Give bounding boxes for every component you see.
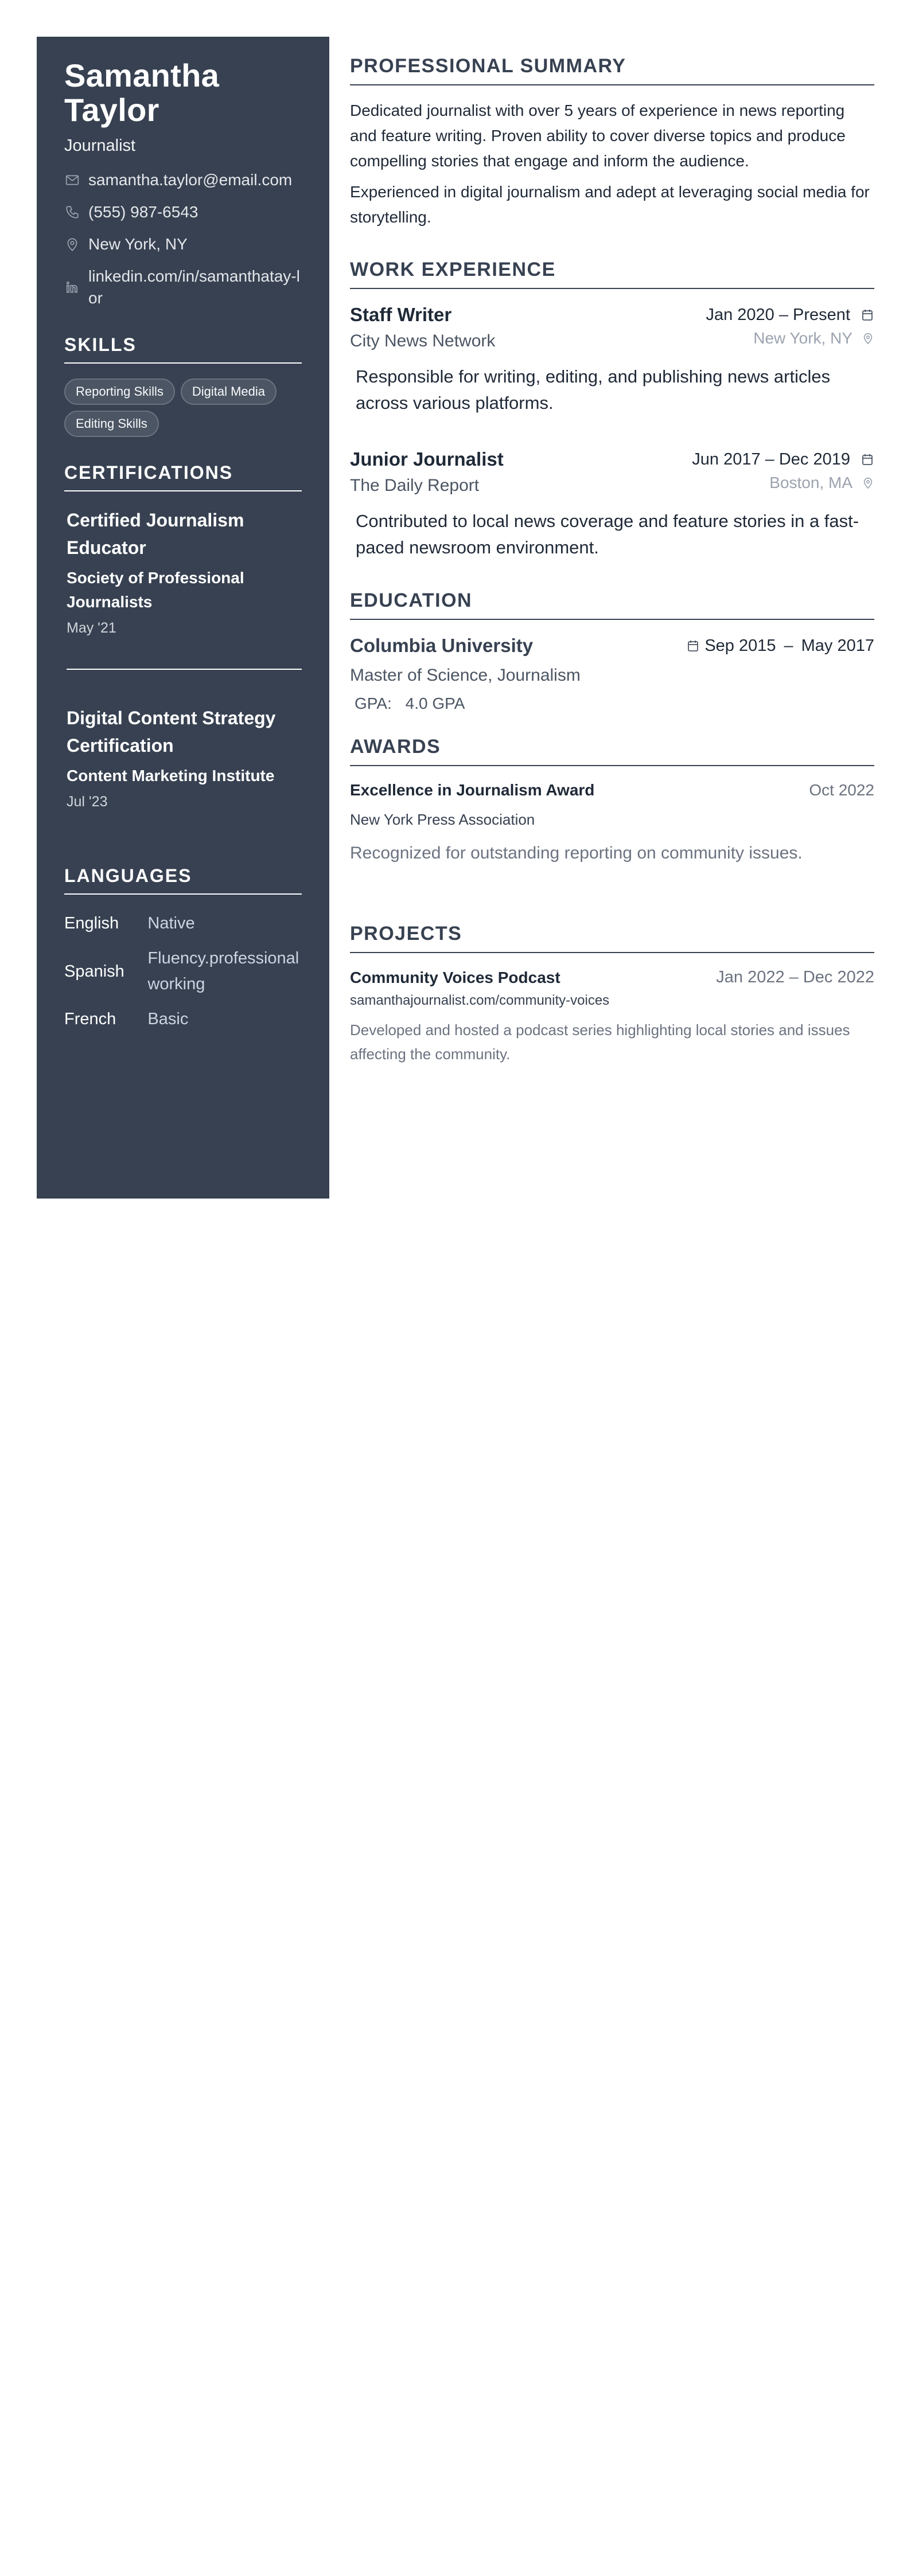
- summary-heading: PROFESSIONAL SUMMARY: [350, 55, 874, 85]
- award-org: New York Press Association: [350, 811, 535, 828]
- job-location-text: New York, NY: [753, 329, 852, 347]
- job-date-text: Jan 2020 – Present: [706, 305, 850, 324]
- projects-heading: PROJECTS: [350, 923, 874, 953]
- company-name: City News Network: [350, 331, 496, 350]
- main-content: [350, 37, 874, 1066]
- language-name: English: [64, 914, 119, 932]
- edu-start: Sep 2015: [704, 636, 776, 655]
- job-location: [753, 329, 874, 348]
- school-name: Columbia University: [350, 635, 534, 656]
- linkedin-text: linkedin.com/in/samanthatay-lor: [88, 267, 300, 307]
- job-date: [692, 450, 874, 469]
- job-entry: [350, 448, 874, 561]
- skill-chip: Editing Skills: [64, 411, 159, 437]
- edu-date-separator: –: [784, 636, 793, 655]
- language-item: [64, 946, 302, 997]
- cert-title: Digital Content Strategy Certification: [67, 708, 276, 756]
- map-pin-icon: [64, 233, 80, 255]
- languages-heading: LANGUAGES: [64, 865, 302, 895]
- project-date: Jan 2022 – Dec 2022: [716, 968, 874, 986]
- company-name: The Daily Report: [350, 476, 480, 495]
- map-pin-icon: [862, 475, 874, 490]
- gpa: [355, 694, 874, 713]
- job-title: Junior Journalist: [350, 448, 504, 470]
- language-level: Basic: [147, 1010, 189, 1028]
- education-section: [350, 590, 874, 713]
- project-description: Developed and hosted a podcast series highlighting local stories and issues affecting the community.: [350, 1021, 850, 1063]
- experience-section: [350, 259, 874, 561]
- skills-list: [64, 378, 302, 437]
- skill-chip: Digital Media: [181, 378, 277, 405]
- cert-org: Content Marketing Institute: [67, 767, 275, 784]
- certifications-heading: CERTIFICATIONS: [64, 462, 302, 491]
- education-date: [686, 637, 874, 655]
- job-location: [769, 474, 874, 492]
- project-title: Community Voices Podcast: [350, 968, 560, 986]
- language-name: French: [64, 1010, 116, 1028]
- job-description: Contributed to local news coverage and feature stories in a fast-paced newsroom environment.: [356, 511, 859, 557]
- language-level: Fluency.professional working: [147, 949, 299, 993]
- cert-date: May '21: [67, 620, 116, 636]
- linkedin-icon: [64, 276, 80, 298]
- language-level: Native: [147, 914, 195, 932]
- location-text: New York, NY: [88, 235, 188, 253]
- candidate-name: [64, 58, 302, 127]
- award-date: Oct 2022: [809, 781, 874, 799]
- skill-chip: Reporting Skills: [64, 378, 175, 405]
- first-name: Samantha: [64, 57, 220, 93]
- cert-date: Jul '23: [67, 794, 108, 810]
- contact-phone[interactable]: [64, 201, 302, 223]
- contact-linkedin[interactable]: [64, 266, 302, 309]
- award-description: Recognized for outstanding reporting on community issues.: [350, 844, 803, 862]
- mail-icon: [64, 169, 80, 191]
- languages-list: [64, 911, 302, 1032]
- education-entry: [350, 635, 874, 713]
- calendar-icon: [686, 638, 700, 653]
- job-date: [706, 306, 874, 325]
- awards-section: [350, 736, 874, 863]
- cert-divider: [67, 669, 302, 670]
- phone-icon: [64, 201, 80, 223]
- summary-paragraph: Experienced in digital journalism and adept at leveraging social media for storytelling.: [350, 183, 870, 226]
- job-entry: [350, 304, 874, 416]
- job-description: Responsible for writing, editing, and publishing news articles across various platforms.: [356, 366, 831, 413]
- map-pin-icon: [862, 331, 874, 346]
- language-name: Spanish: [64, 962, 124, 981]
- contact-location: [64, 233, 302, 255]
- skills-heading: SKILLS: [64, 334, 302, 364]
- summary-paragraph: Dedicated journalist with over 5 years of experience in news reporting and feature writing. Proven ability to cover diverse topics and produce compelling stories that engage and inform the audience.: [350, 102, 846, 170]
- certification-item: [64, 506, 304, 637]
- gpa-label: GPA:: [355, 694, 392, 712]
- award-title: Excellence in Journalism Award: [350, 781, 595, 799]
- contact-list: [64, 169, 302, 309]
- degree: Master of Science, Journalism: [350, 666, 581, 685]
- education-heading: EDUCATION: [350, 590, 874, 620]
- cert-org: Society of Professional Journalists: [67, 569, 244, 611]
- phone-text: (555) 987-6543: [88, 203, 198, 221]
- edu-end: May 2017: [801, 636, 874, 655]
- last-name: Taylor: [64, 92, 159, 128]
- contact-email[interactable]: [64, 169, 302, 191]
- job-title: Staff Writer: [350, 304, 452, 325]
- job-date-text: Jun 2017 – Dec 2019: [692, 450, 850, 469]
- cert-title: Certified Journalism Educator: [67, 510, 244, 558]
- summary-section: [350, 55, 874, 230]
- calendar-icon: [861, 307, 874, 322]
- job-role: Journalist: [64, 136, 136, 155]
- experience-heading: WORK EXPERIENCE: [350, 259, 874, 289]
- certification-item: [64, 704, 304, 810]
- project-entry: [350, 968, 874, 1066]
- email-text: samantha.taylor@email.com: [88, 171, 293, 189]
- sidebar: [37, 37, 329, 1199]
- language-item: [64, 1006, 302, 1032]
- calendar-icon: [861, 452, 874, 467]
- gpa-value: 4.0 GPA: [405, 694, 465, 712]
- awards-heading: AWARDS: [350, 736, 874, 766]
- project-link[interactable]: samanthajournalist.com/community-voices: [350, 993, 610, 1008]
- language-item: [64, 911, 302, 936]
- job-location-text: Boston, MA: [769, 474, 852, 491]
- award-entry: [350, 781, 874, 863]
- projects-section: [350, 923, 874, 1066]
